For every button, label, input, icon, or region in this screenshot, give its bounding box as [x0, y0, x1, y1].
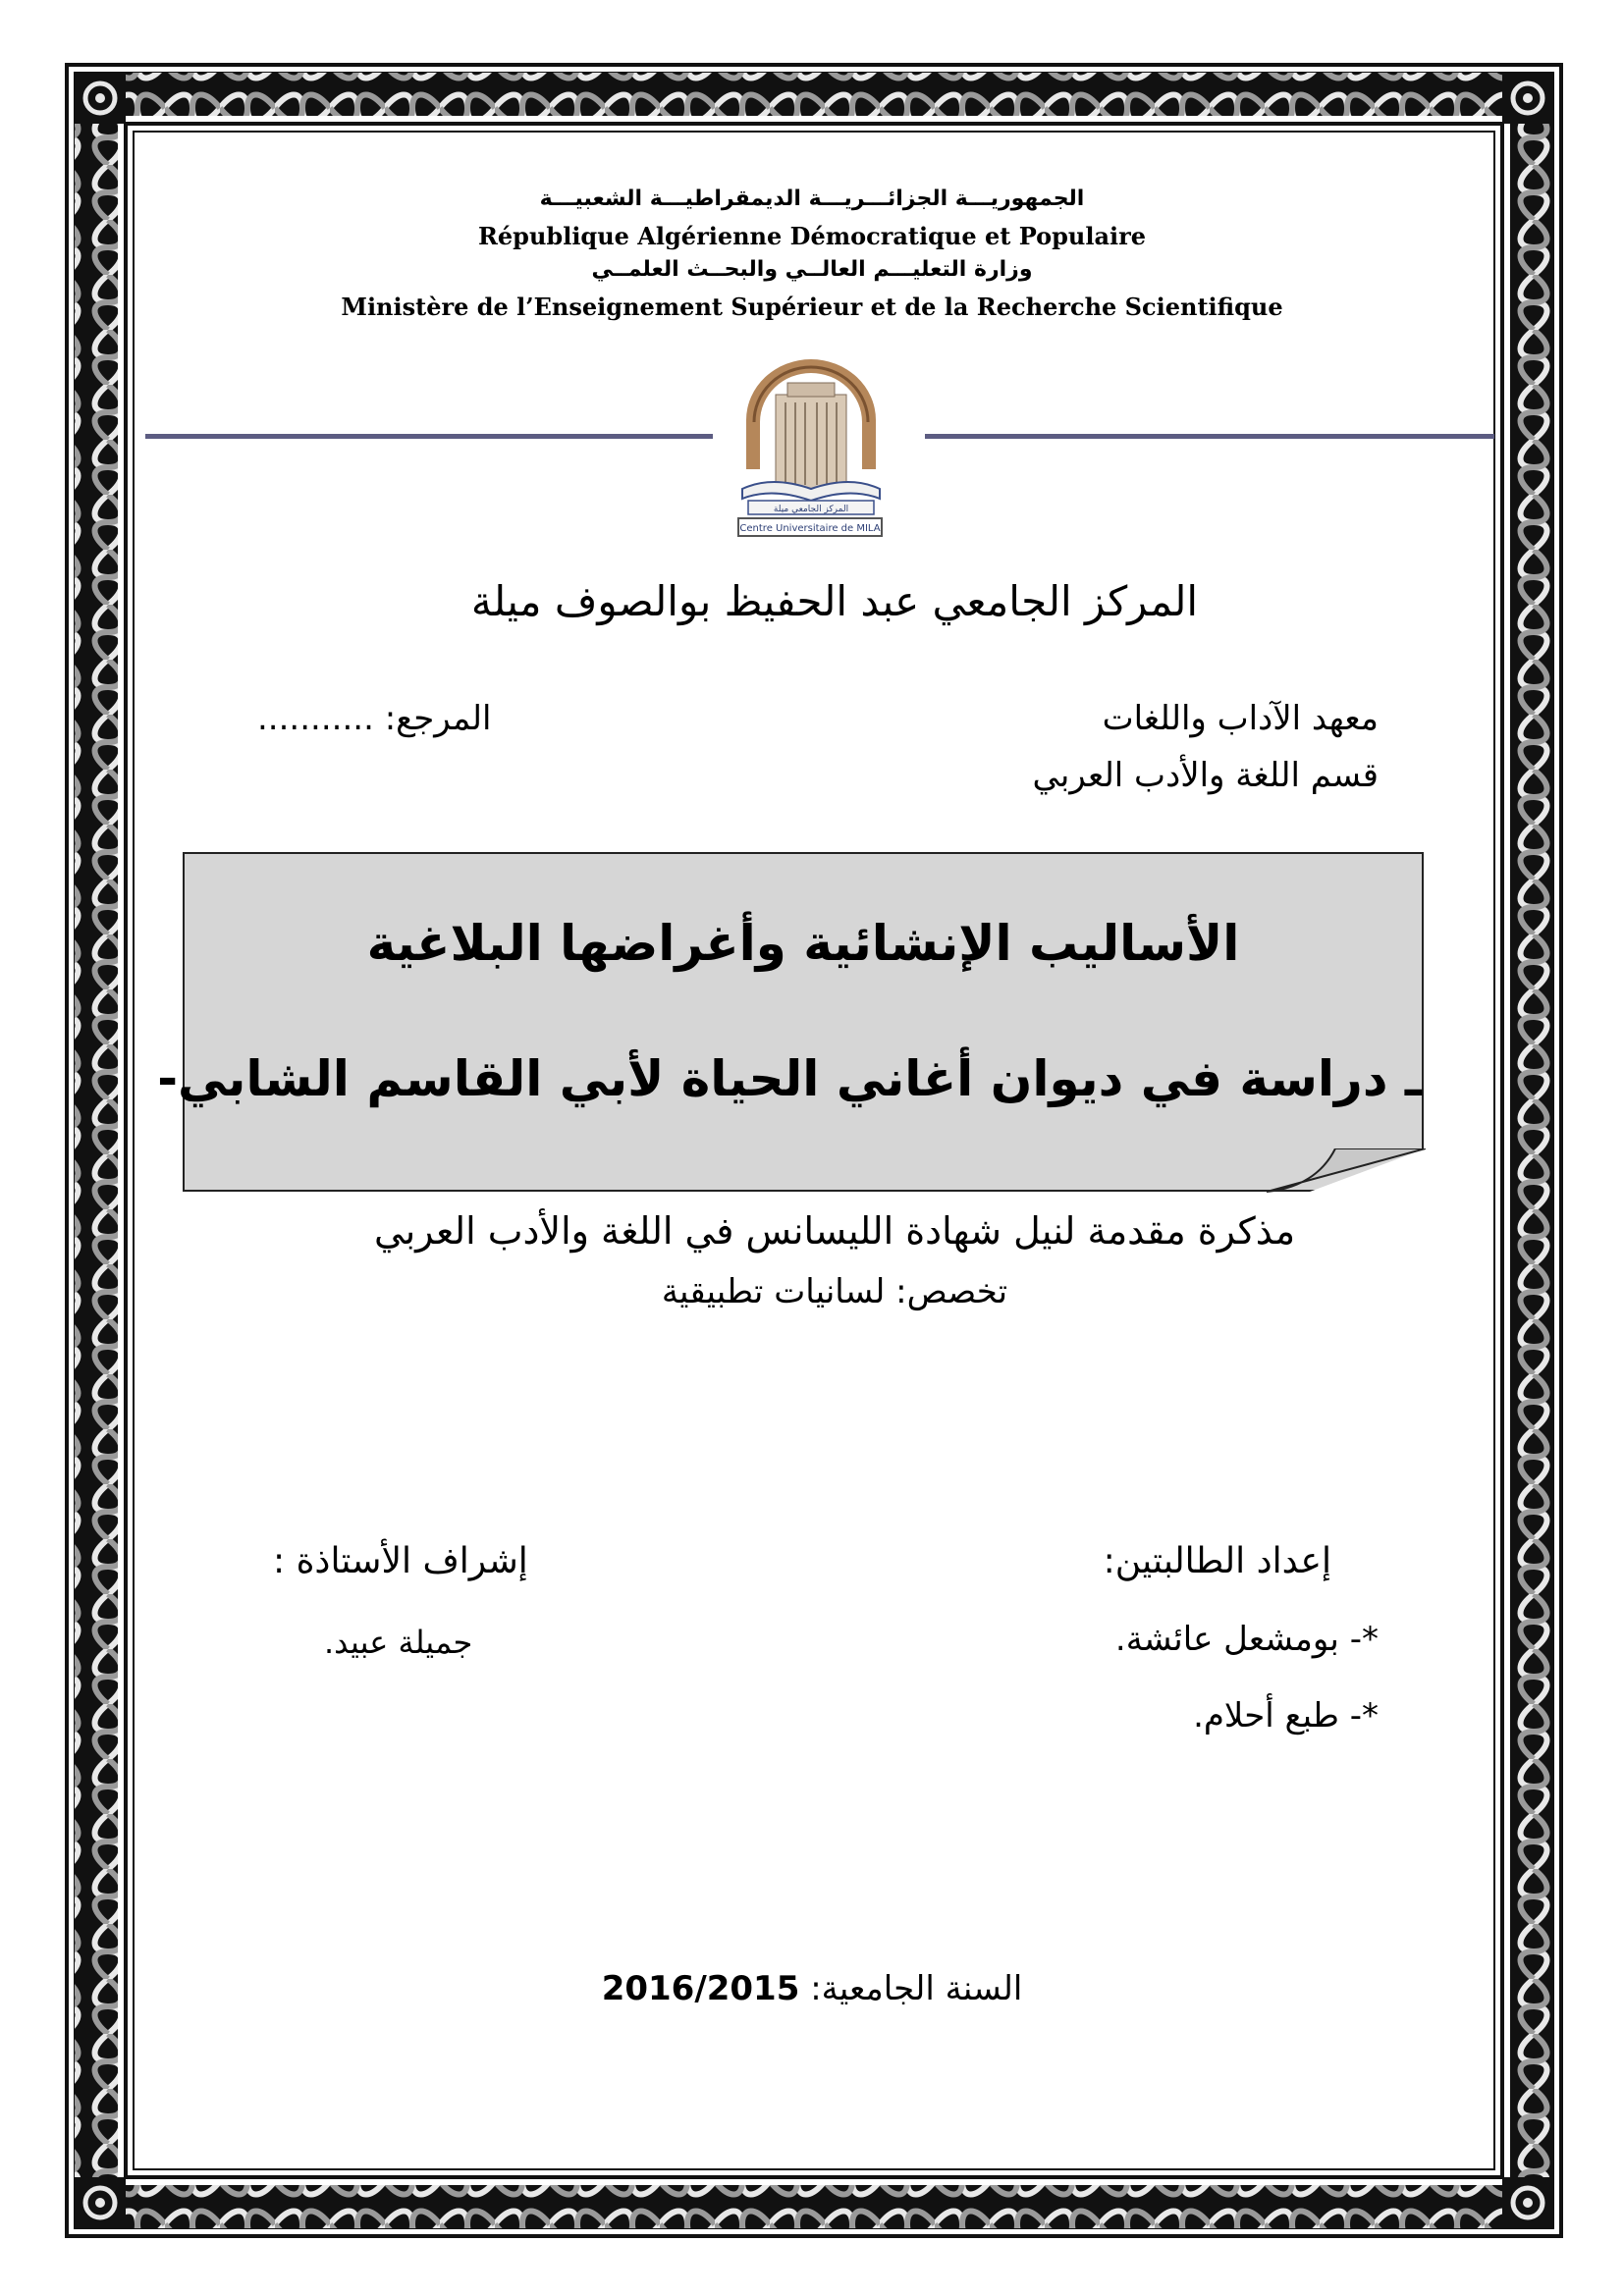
thesis-purpose: مذكرة مقدمة لنيل شهادة الليسانس في اللغة والأدب العربي [373, 1209, 1296, 1253]
students-label: إعداد الطالبتين: [1103, 1541, 1331, 1581]
logo-arabic-caption: المركز الجامعي ميلة [773, 505, 849, 514]
bullet-star: *- [1349, 1620, 1379, 1659]
student-name: بومشعل عائشة. [1114, 1620, 1339, 1659]
student-item [1193, 1696, 1379, 1735]
ministry-french: Ministère de l’Enseignement Supérieur et de la Recherche Scientifique [341, 293, 1283, 321]
student-name: طبع أحلام. [1193, 1696, 1339, 1735]
reference-field: المرجع: ........... [257, 699, 492, 738]
student-item [1115, 1620, 1379, 1659]
institution-name: المركز الجامعي عبد الحفيظ بوالصوف ميلة [470, 577, 1199, 625]
thesis-title: الأساليب الإنشائية وأغراضها البلاغية [366, 915, 1240, 972]
institute-name: معهد الآداب واللغات [1102, 699, 1379, 738]
thesis-title-box [157, 852, 1424, 1192]
folded-corner [1267, 1148, 1426, 1194]
academic-year-value: 2016/2015 [601, 1969, 800, 2008]
ministry-arabic: وزارة التعليـــم العالــي والبحــث العلمــي [591, 257, 1033, 282]
logo-caption: Centre Universitaire de MILA [739, 523, 881, 534]
republic-french: République Algérienne Démocratique et Populaire [477, 222, 1147, 250]
university-logo [732, 351, 890, 540]
republic-arabic: الجمهوريـــة الجزائـــريـــة الديمقراطيـــة الشعبيـــة [539, 187, 1085, 211]
academic-year-label: السنة الجامعية: [810, 1969, 1023, 2008]
supervisor-name: جميلة عبيد. [324, 1624, 473, 1661]
divider-left [145, 434, 713, 439]
department-name: قسم اللغة والأدب العربي [1032, 756, 1379, 795]
bullet-star: *- [1349, 1696, 1379, 1735]
divider-right [925, 434, 1494, 439]
academic-year [0, 1969, 1624, 2008]
thesis-subtitle: ـ دراسة في ديوان أغاني الحياة لأبي القاسم الشابي- [157, 1050, 1422, 1107]
thesis-specialty: تخصص: لسانيات تطبيقية [661, 1272, 1008, 1311]
supervisor-label: إشراف الأستاذة : [273, 1541, 528, 1581]
